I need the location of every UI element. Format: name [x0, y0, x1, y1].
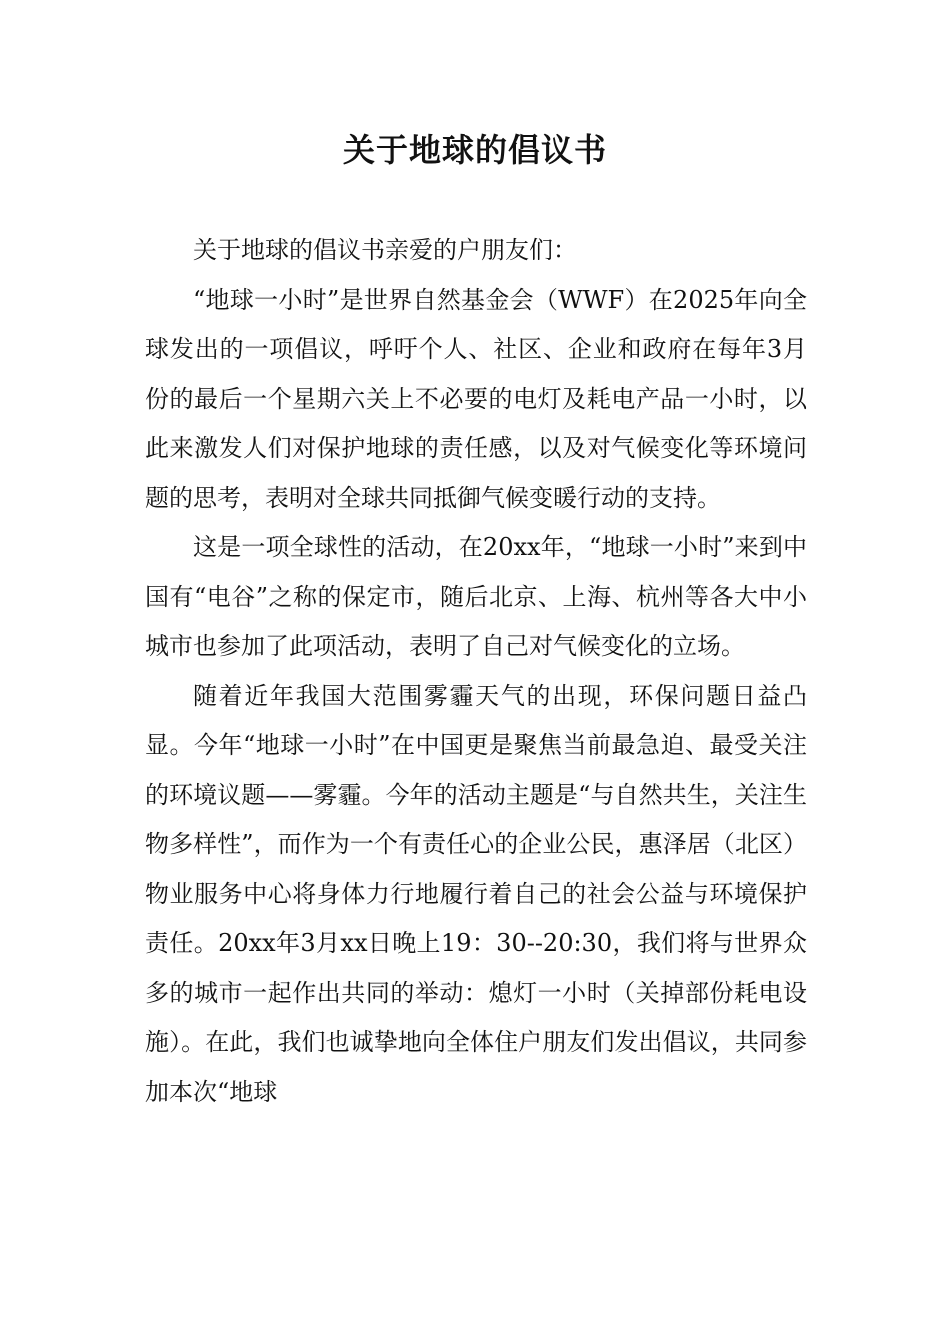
document-title: 关于地球的倡议书: [342, 131, 607, 169]
salutation-paragraph: 关于地球的倡议书亲爱的户朋友们：: [193, 236, 577, 264]
body-paragraph: “地球一小时”是世界自然基金会（WWF）在2025年向全球发出的一项倡议，呼吁个人、社区、企业和政府在每年3月份的最后一个星期六关上不必要的电灯及耗电产品一小时，以此来激发人们对保护地球的责任感，以及对气候变化等环境问题的思考，表明对全球共同抵御气候变暖行动的支持。: [145, 285, 807, 512]
body-paragraph: 这是一项全球性的活动，在20xx年，“地球一小时”来到中国有“电谷”之称的保定市，随后北京、上海、杭州等各大中小城市也参加了此项活动，表明了自己对气候变化的立场。: [145, 533, 807, 660]
document-body: [145, 226, 807, 1117]
body-paragraph: 随着近年我国大范围雾霾天气的出现，环保问题日益凸显。今年“地球一小时”在中国更是聚焦当前最急迫、最受关注的环境议题——雾霾。今年的活动主题是“与自然共生，关注生物多样性”，而作为一个有责任心的企业公民，惠泽居（北区）物业服务中心将身体力行地履行着自己的社会公益与环境保护责任。20xx年3月xx日晚上19：30--20:30，我们将与世界众多的城市一起作出共同的举动：熄灯一小时（关掉部份耗电设施）。在此，我们也诚挚地向全体住户朋友们发出倡议，共同参加本次“地球: [145, 681, 807, 1106]
